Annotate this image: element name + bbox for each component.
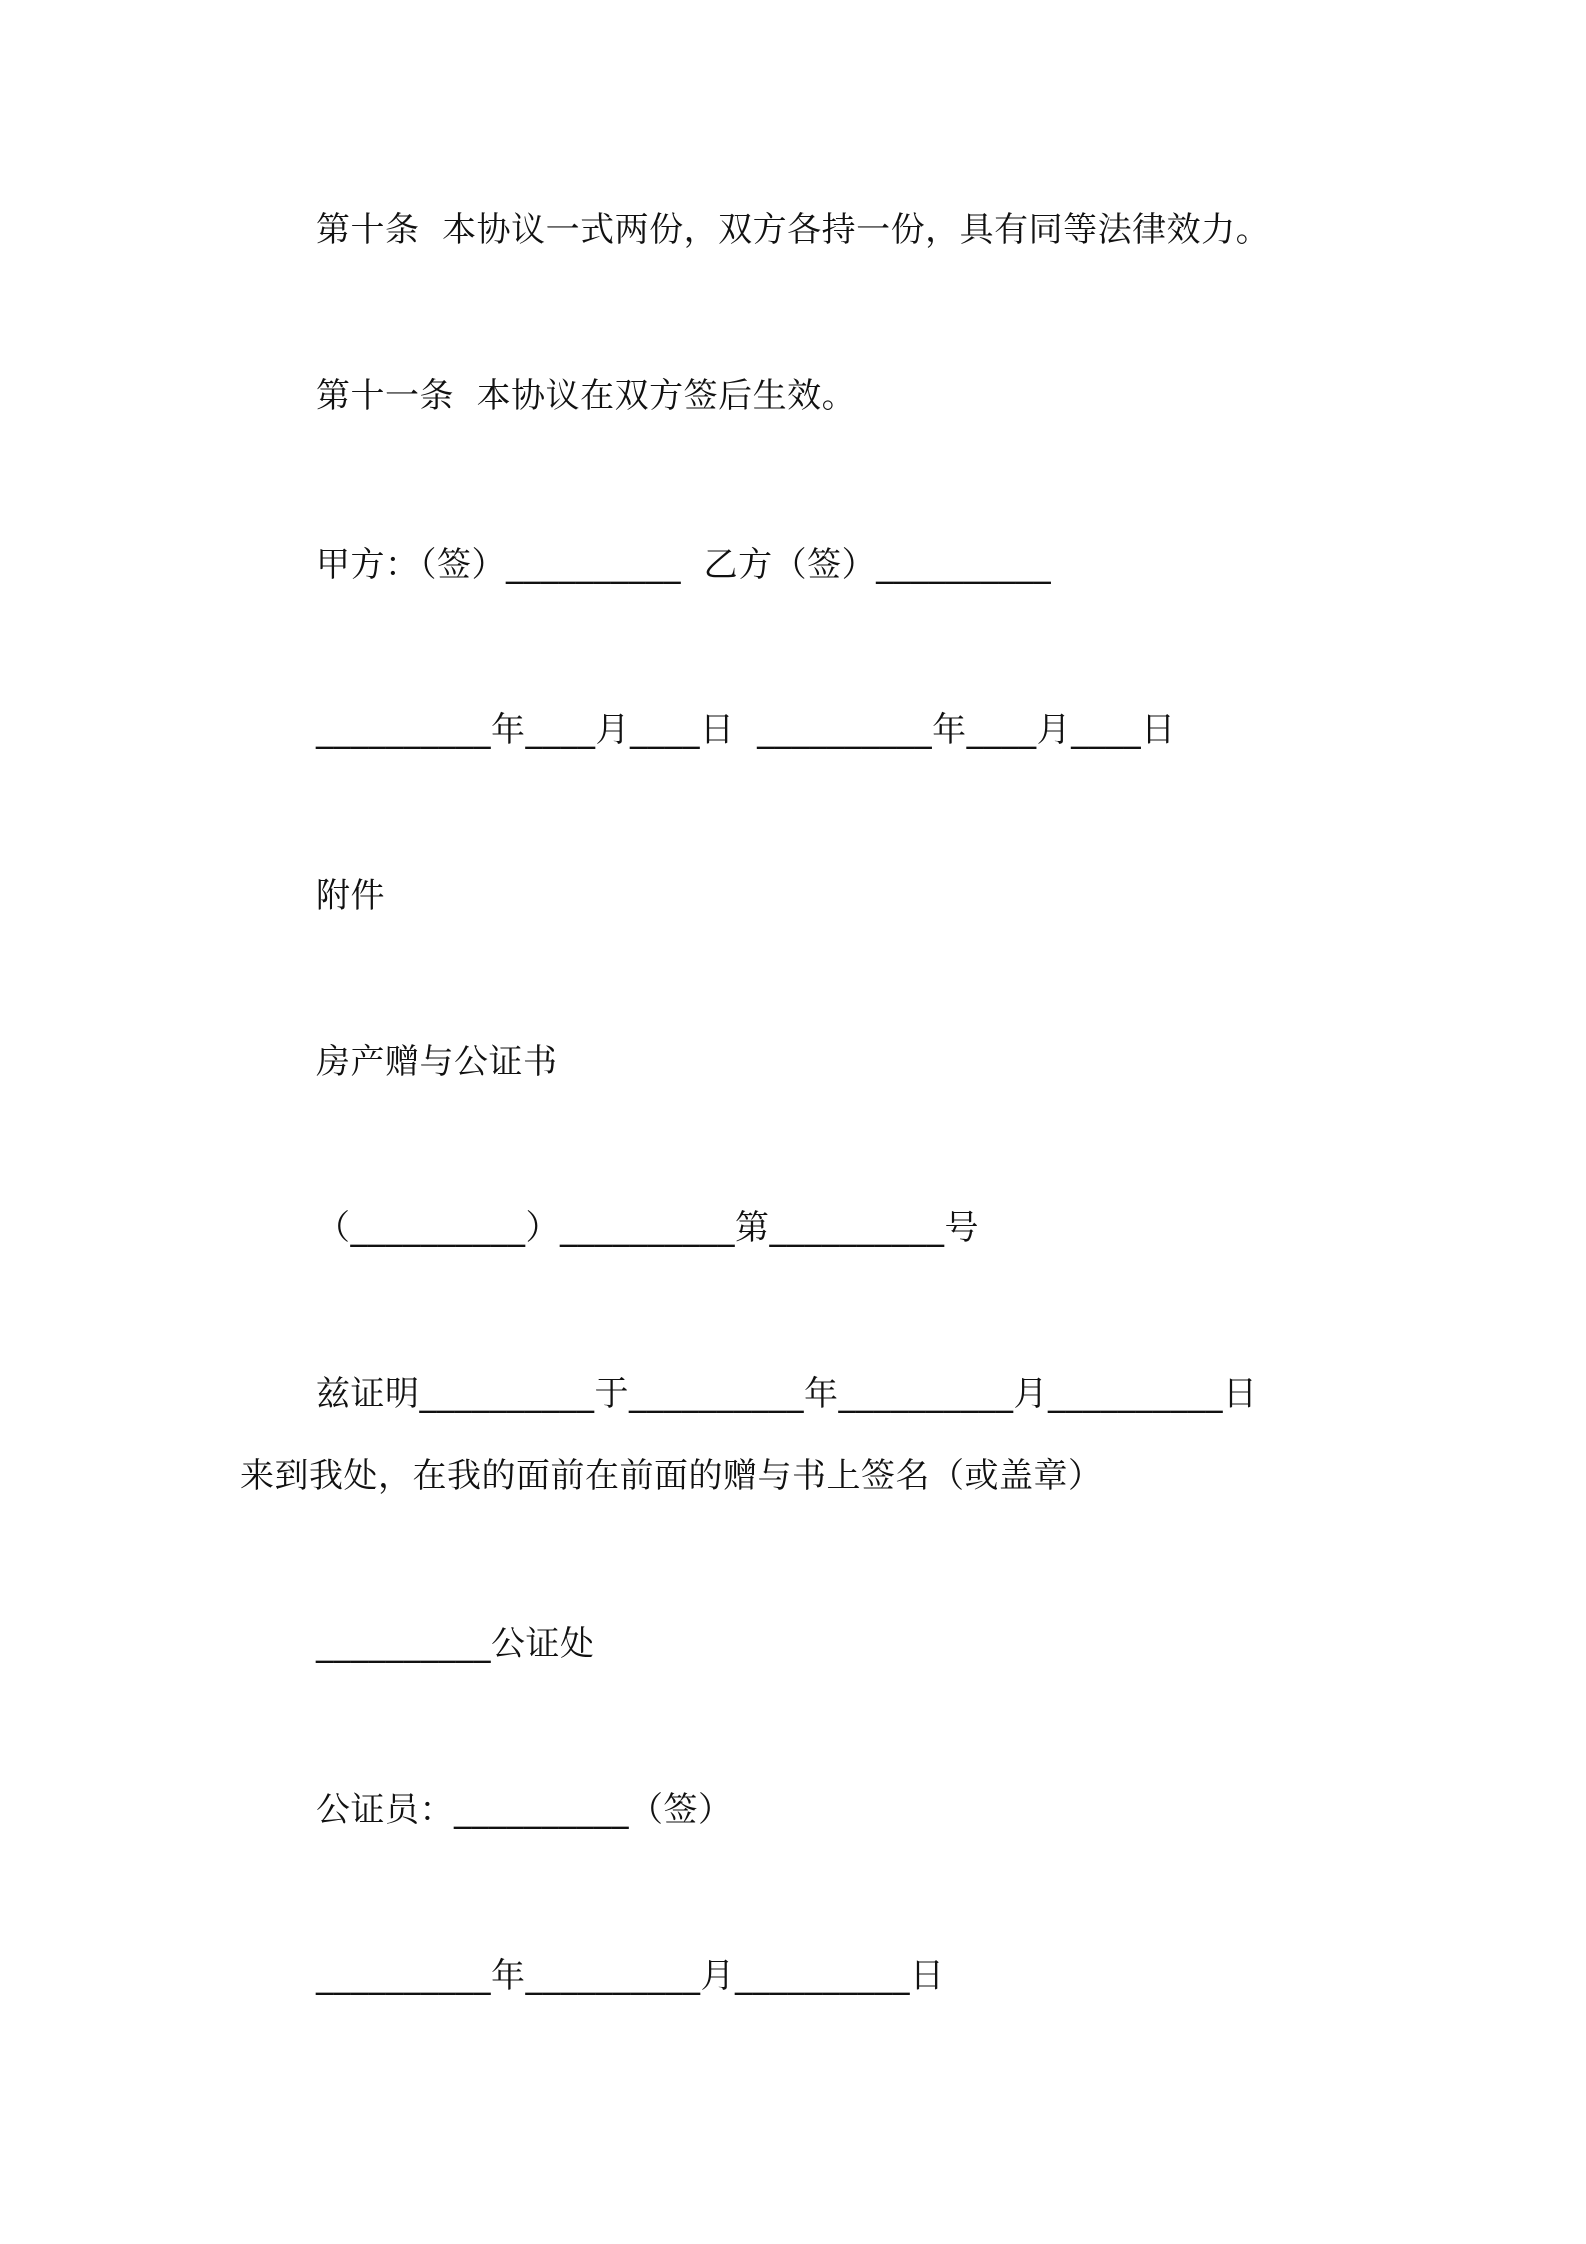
article-11: 第十一条 本协议在双方签后生效。 <box>316 376 857 416</box>
certification-text-line-1: 兹证明__________于__________年__________月__________日 <box>316 1374 1258 1414</box>
notary-signature: 公证员：__________（签） <box>316 1790 733 1830</box>
certificate-number: （__________）__________第__________号 <box>316 1208 979 1248</box>
notary-date: __________年__________月__________日 <box>316 1956 945 1996</box>
signature-line: 甲方：（签）__________ 乙方（签）__________ <box>316 545 1052 585</box>
certificate-title: 房产赠与公证书 <box>316 1042 558 1082</box>
attachment-heading: 附件 <box>316 876 385 916</box>
article-10: 第十条 本协议一式两份，双方各持一份，具有同等法律效力。 <box>316 210 1271 250</box>
certification-text-line-2: 来到我处，在我的面前在前面的赠与书上签名（或盖章） <box>240 1456 1103 1496</box>
signature-date-line: __________年____月____日 __________年____月____日 <box>316 710 1176 750</box>
notary-office: __________公证处 <box>316 1624 595 1664</box>
